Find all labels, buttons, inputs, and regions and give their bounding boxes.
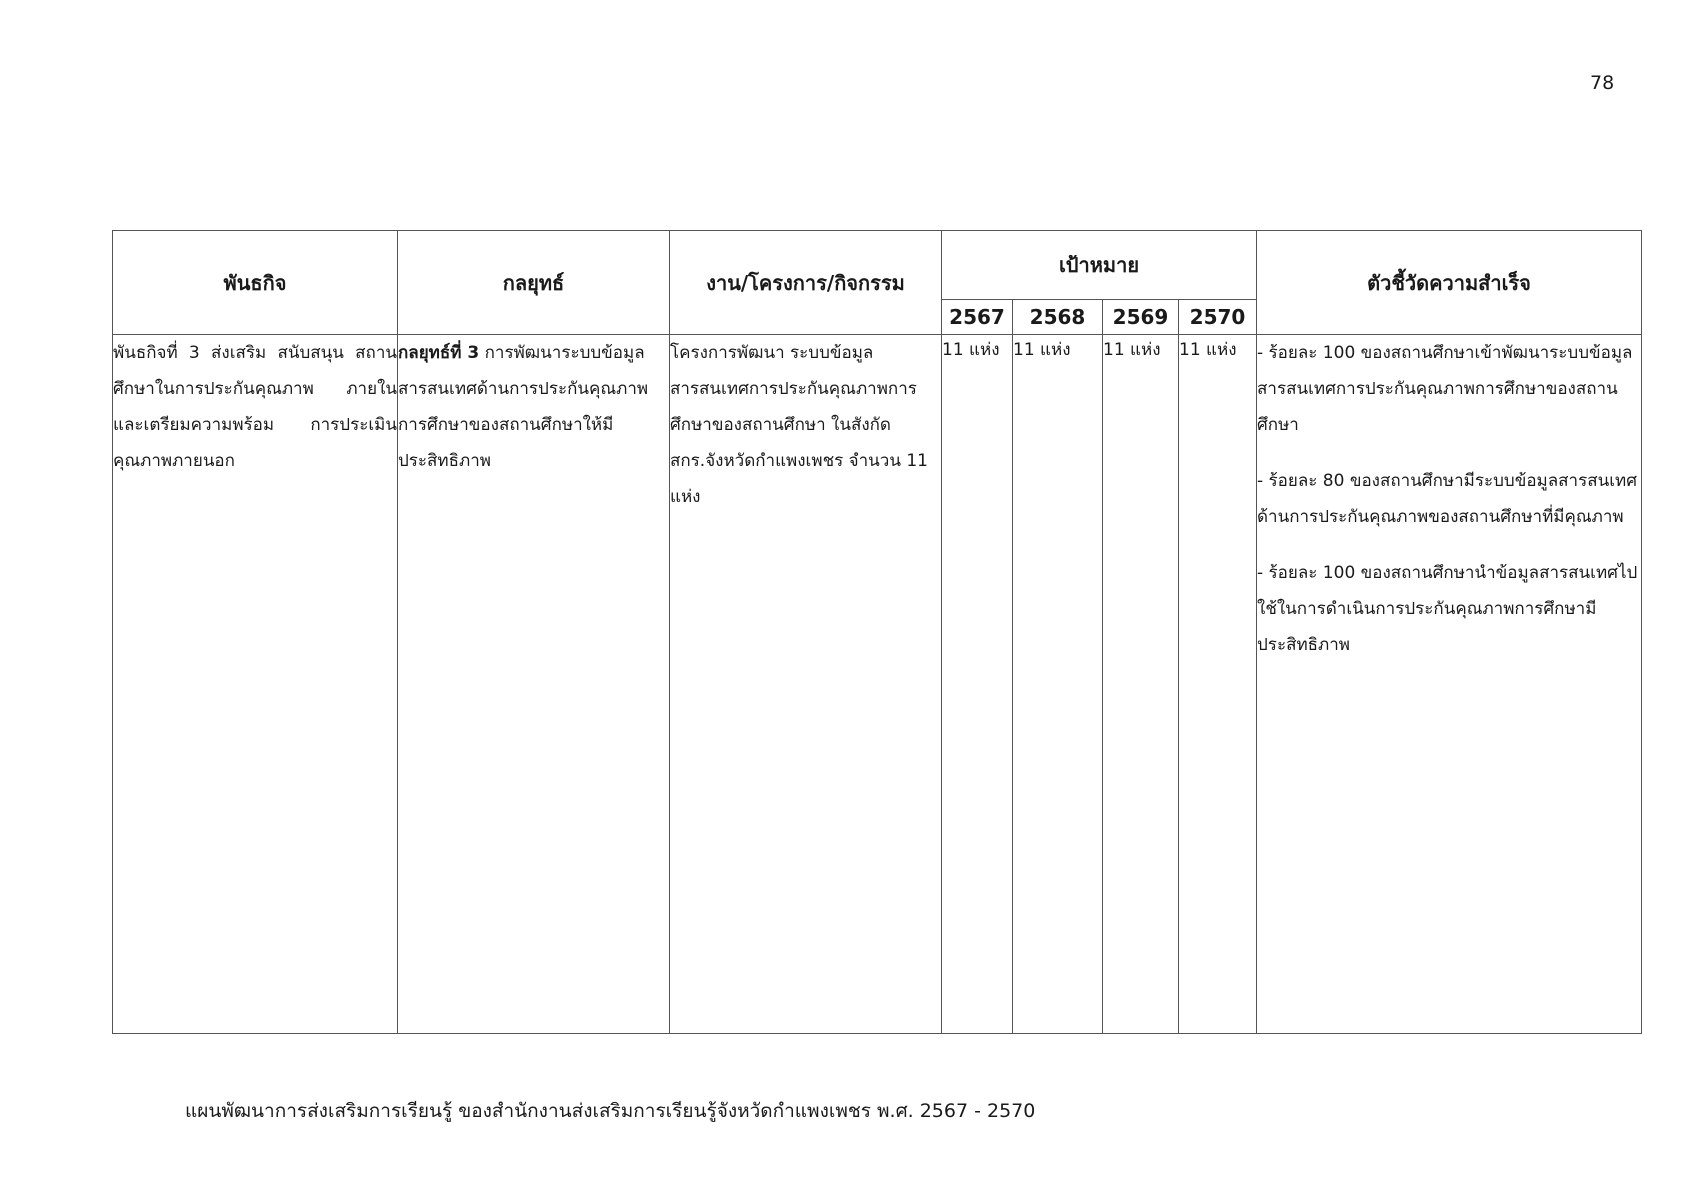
header-target: เป้าหมาย xyxy=(942,231,1257,300)
page-number: 78 xyxy=(1590,72,1615,94)
indicator-item: - ร้อยละ 100 ของสถานศึกษานำข้อมูลสารสนเทศไปใช้ในการดำเนินการประกันคุณภาพการศึกษามีประสิทธิภาพ xyxy=(1257,563,1638,655)
strategy-cell xyxy=(398,335,670,1034)
header-year-2567: 2567 xyxy=(942,300,1013,335)
target-2568-cell: 11 แห่ง xyxy=(1013,335,1103,1034)
indicator-cell xyxy=(1257,335,1642,1034)
header-strategy: กลยุทธ์ xyxy=(398,231,670,335)
header-year-2568: 2568 xyxy=(1013,300,1103,335)
indicator-item: - ร้อยละ 80 ของสถานศึกษามีระบบข้อมูลสารสนเทศด้านการประกันคุณภาพของสถานศึกษาที่มีคุณภาพ xyxy=(1257,471,1638,527)
header-indicator: ตัวชี้วัดความสำเร็จ xyxy=(1257,231,1642,335)
target-2567-cell: 11 แห่ง xyxy=(942,335,1013,1034)
strategy-label: กลยุทธ์ที่ 3 xyxy=(398,343,480,363)
footer-text: แผนพัฒนาการส่งเสริมการเรียนรู้ ของสำนักงานส่งเสริมการเรียนรู้จังหวัดกำแพงเพชร พ.ศ. 2567 - 2570 xyxy=(185,1100,1036,1122)
target-2569-cell: 11 แห่ง xyxy=(1103,335,1179,1034)
plan-table xyxy=(112,230,1642,1034)
mission-cell: พันธกิจที่ 3 ส่งเสริม สนับสนุน สถานศึกษาในการประกันคุณภาพ ภายใน และเตรียมความพร้อม การประเมินคุณภาพภายนอก xyxy=(113,335,398,1034)
strategy-text: การพัฒนาระบบข้อมูลสารสนเทศด้านการประกันคุณภาพการศึกษาของสถานศึกษาให้มีประสิทธิภาพ xyxy=(398,343,649,471)
target-2570-cell: 11 แห่ง xyxy=(1179,335,1257,1034)
table-row xyxy=(113,335,1642,1034)
header-mission: พันธกิจ xyxy=(113,231,398,335)
header-year-2569: 2569 xyxy=(1103,300,1179,335)
header-project: งาน/โครงการ/กิจกรรม xyxy=(670,231,942,335)
project-cell: โครงการพัฒนา ระบบข้อมูลสารสนเทศการประกันคุณภาพการศึกษาของสถานศึกษา ในสังกัด สกร.จังหวัดกำแพงเพชร จำนวน 11 แห่ง xyxy=(670,335,942,1034)
header-year-2570: 2570 xyxy=(1179,300,1257,335)
indicator-item: - ร้อยละ 100 ของสถานศึกษาเข้าพัฒนาระบบข้อมูลสารสนเทศการประกันคุณภาพการศึกษาของสถานศึกษา xyxy=(1257,343,1633,435)
